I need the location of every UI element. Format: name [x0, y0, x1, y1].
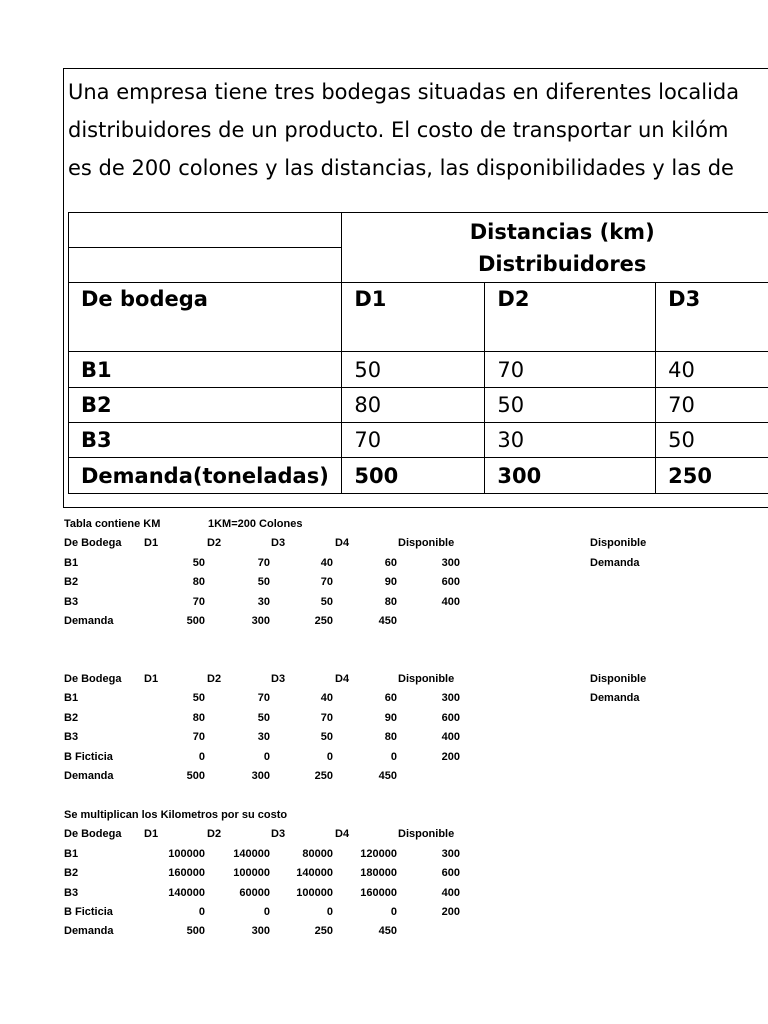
table-row — [64, 573, 704, 592]
row-label: Demanda — [64, 614, 114, 627]
table-cell: 70 — [320, 576, 333, 589]
table-cell: 50 — [257, 576, 270, 589]
table-cell: 80 — [342, 388, 485, 423]
table-cell: 50 — [656, 423, 768, 458]
distributors-header: Distribuidores — [477, 251, 647, 276]
row-label: B Ficticia — [64, 750, 113, 763]
table-cell: 60 — [384, 556, 397, 569]
row-label: Demanda — [64, 925, 114, 938]
table-cell: 300 — [485, 458, 656, 494]
table-cell: 70 — [192, 731, 205, 744]
header-cell: D1 — [342, 283, 485, 352]
sheet-title: Tabla contiene KM — [64, 518, 161, 530]
table-cell: 400 — [441, 595, 460, 608]
table-cell: 300 — [251, 614, 270, 627]
empty-cell — [69, 248, 342, 283]
table-cell: 40 — [656, 352, 768, 388]
table-cell: 70 — [257, 692, 270, 705]
table-cell: 90 — [384, 576, 397, 589]
table-cell: 30 — [257, 595, 270, 608]
table-cell: 0 — [263, 905, 270, 918]
table-cell: 300 — [441, 556, 460, 569]
row-label: B2 — [64, 576, 79, 589]
header-cell: D2 — [207, 828, 222, 841]
table-cell: 500 — [186, 925, 205, 938]
problem-line: es de 200 colones y las distancias, las disponibilidades y las de — [68, 156, 734, 180]
table-cell: 70 — [257, 556, 270, 569]
problem-line: distribuidores de un producto. El costo de transportar un kilóm — [68, 118, 729, 142]
sheet-title-row — [64, 806, 704, 825]
table-row — [64, 903, 704, 922]
header-cell: D2 — [207, 537, 222, 550]
row-label: B Ficticia — [64, 905, 113, 918]
table-row — [64, 709, 704, 728]
problem-statement-image — [63, 68, 768, 508]
table-cell: 500 — [186, 614, 205, 627]
table-cell: 500 — [186, 769, 205, 782]
table-cell: 250 — [656, 458, 768, 494]
distances-table — [68, 212, 768, 494]
table-row — [64, 845, 704, 864]
table-cell: 80000 — [302, 847, 333, 860]
row-label: Demanda(toneladas) — [69, 458, 342, 494]
table-header-row — [64, 670, 704, 689]
side-label: Disponible — [590, 673, 647, 685]
table-cell: 90 — [384, 711, 397, 724]
conversion-note: 1KM=200 Colones — [208, 518, 303, 530]
table-cell: 450 — [378, 614, 397, 627]
row-label: B2 — [64, 711, 79, 724]
header-cell: D2 — [485, 283, 656, 352]
cost-table-sheet — [64, 806, 704, 942]
header-cell: D1 — [144, 673, 159, 685]
table-cell: 50 — [485, 388, 656, 423]
header-cell: Disponible — [398, 673, 455, 685]
row-label: B2 — [64, 867, 79, 880]
table-cell: 140000 — [233, 847, 270, 860]
table-cell: 250 — [314, 769, 333, 782]
table-row — [64, 922, 704, 941]
table-cell: 50 — [320, 595, 333, 608]
table-row — [64, 748, 704, 767]
header-cell: D3 — [271, 673, 286, 685]
table-cell: 0 — [326, 905, 333, 918]
header-cell: De Bodega — [64, 673, 122, 685]
header-cell: D1 — [144, 537, 159, 550]
header-cell: Disponible — [398, 828, 455, 841]
sheet-title-row — [64, 515, 704, 534]
table-cell: 120000 — [360, 847, 397, 860]
table-cell: 180000 — [360, 867, 397, 880]
table-cell: 600 — [441, 711, 460, 724]
side-label: Demanda — [590, 692, 640, 705]
table-cell: 450 — [378, 925, 397, 938]
table-cell: 400 — [441, 886, 460, 899]
table-header-row — [64, 825, 704, 844]
table-cell: 80 — [384, 595, 397, 608]
table-cell: 300 — [441, 847, 460, 860]
table-cell: 100000 — [296, 886, 333, 899]
table-header-row — [64, 534, 704, 553]
table-cell: 80 — [192, 711, 205, 724]
side-label: Disponible — [590, 537, 647, 550]
row-label: B3 — [64, 595, 79, 608]
table-row — [64, 612, 704, 631]
table-cell: 100000 — [168, 847, 205, 860]
table-cell: 70 — [192, 595, 205, 608]
problem-text — [68, 73, 768, 187]
table-row — [64, 864, 704, 883]
km-table-sheet — [64, 515, 704, 631]
table-cell: 160000 — [168, 867, 205, 880]
table-cell: 160000 — [360, 886, 397, 899]
table-cell: 200 — [441, 905, 460, 918]
table-cell: 300 — [251, 769, 270, 782]
row-label: B1 — [64, 692, 79, 705]
table-cell: 0 — [390, 750, 397, 763]
table-cell: 140000 — [296, 867, 333, 880]
table-cell: 400 — [441, 731, 460, 744]
row-label: B1 — [64, 556, 79, 569]
table-cell: 60000 — [239, 886, 270, 899]
table-cell: 60 — [384, 692, 397, 705]
side-label: Demanda — [590, 556, 640, 569]
table-cell: 0 — [390, 905, 397, 918]
row-label: B3 — [69, 423, 342, 458]
table-cell: 80 — [384, 731, 397, 744]
header-cell: De Bodega — [64, 828, 122, 841]
table-cell: 70 — [320, 711, 333, 724]
table-cell: 0 — [198, 750, 205, 763]
table-cell: 250 — [314, 614, 333, 627]
table-cell: 100000 — [233, 867, 270, 880]
header-cell: D4 — [335, 537, 350, 550]
table-cell: 600 — [441, 867, 460, 880]
table-row — [64, 728, 704, 747]
table-cell: 80 — [192, 576, 205, 589]
table-cell: 300 — [251, 925, 270, 938]
distances-header: Distancias (km) — [469, 219, 655, 244]
table-cell: 70 — [342, 423, 485, 458]
problem-line: Una empresa tiene tres bodegas situadas en diferentes localida — [68, 80, 740, 104]
header-cell: D2 — [207, 673, 222, 685]
table-cell: 500 — [342, 458, 485, 494]
distances-group-header — [342, 213, 768, 283]
balanced-table-sheet — [64, 670, 704, 786]
header-cell: D4 — [335, 828, 350, 841]
table-cell: 70 — [656, 388, 768, 423]
header-cell: D3 — [271, 828, 286, 841]
table-cell: 40 — [320, 692, 333, 705]
table-cell: 0 — [326, 750, 333, 763]
table-cell: 30 — [485, 423, 656, 458]
table-cell: 200 — [441, 750, 460, 763]
table-cell: 50 — [192, 692, 205, 705]
table-row — [64, 884, 704, 903]
table-row — [64, 689, 704, 708]
header-cell: D3 — [656, 283, 768, 352]
header-cell: D4 — [335, 673, 350, 685]
table-cell: 50 — [192, 556, 205, 569]
header-cell: D1 — [144, 828, 159, 841]
row-label: B3 — [64, 731, 79, 744]
table-row — [64, 554, 704, 573]
table-cell: 40 — [320, 556, 333, 569]
table-cell: 70 — [485, 352, 656, 388]
table-cell: 0 — [263, 750, 270, 763]
table-cell: 140000 — [168, 886, 205, 899]
table-cell: 600 — [441, 576, 460, 589]
table-cell: 30 — [257, 731, 270, 744]
header-cell: De Bodega — [64, 537, 122, 550]
table-cell: 50 — [320, 731, 333, 744]
table-cell: 250 — [314, 925, 333, 938]
table-row — [64, 593, 704, 612]
empty-cell — [69, 213, 342, 248]
row-label: Demanda — [64, 769, 114, 782]
table-row — [64, 767, 704, 786]
table-cell: 0 — [198, 905, 205, 918]
row-label: B2 — [69, 388, 342, 423]
sheet-title: Se multiplican los Kilometros por su costo — [64, 809, 288, 821]
row-label: B3 — [64, 886, 79, 899]
row-label: B1 — [69, 352, 342, 388]
header-cell: D3 — [271, 537, 286, 550]
header-cell: Disponible — [398, 537, 455, 550]
header-cell: De bodega — [69, 283, 342, 352]
table-cell: 50 — [257, 711, 270, 724]
table-cell: 450 — [378, 769, 397, 782]
table-cell: 300 — [441, 692, 460, 705]
table-cell: 50 — [342, 352, 485, 388]
row-label: B1 — [64, 847, 79, 860]
